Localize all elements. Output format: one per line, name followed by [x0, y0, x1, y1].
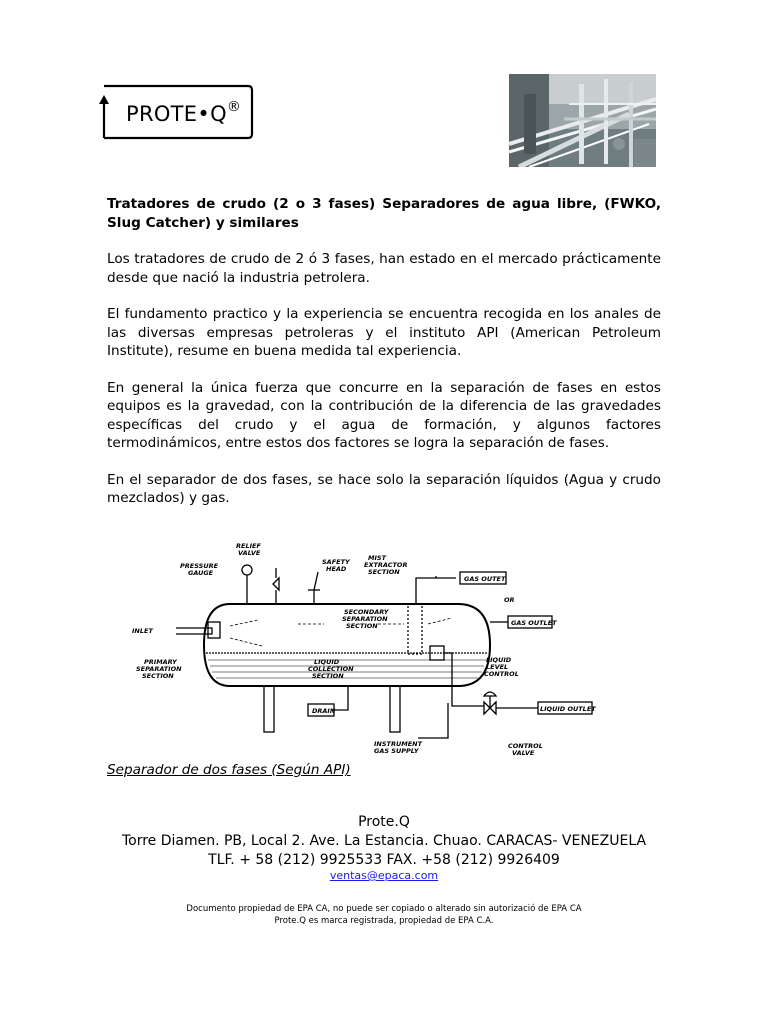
diagram-label: VALVE — [512, 749, 535, 757]
diagram-label: SECTION — [312, 672, 344, 680]
logo-text: PROTE•Q® — [126, 99, 242, 126]
diagram-label: EXTRACTOR — [364, 561, 408, 569]
diagram-label: LIQUID OUTLET — [540, 705, 596, 713]
paragraph: El fundamento practico y la experiencia se encuentra recogida en los anales de las diversas empresas petroleras y el instituto API (American Petroleum Institute), resume en buena medida tal experiencia. — [107, 306, 661, 359]
diagram-label: INLET — [132, 627, 153, 635]
diagram-label: SECTION — [346, 622, 378, 630]
separator-diagram — [118, 538, 718, 764]
diagram-label: GAUGE — [188, 569, 214, 577]
diagram-label: SAFETY — [322, 558, 350, 566]
diagram-label: GAS OUTET — [464, 575, 506, 583]
diagram-label: SECONDARY — [344, 608, 389, 616]
diagram-label: VALVE — [238, 549, 261, 557]
diagram-label: GAS OUTLET — [511, 619, 557, 627]
industrial-piping-photo — [509, 74, 656, 167]
diagram-label: COLLECTION — [308, 665, 354, 673]
footer-company: Prote.Q — [358, 814, 410, 830]
diagram-label: DRAIN — [312, 707, 336, 715]
footer-email-link[interactable]: ventas@epaca.com — [329, 869, 439, 882]
diagram-label: RELIEF — [236, 542, 261, 550]
diagram-label: LIQUID — [486, 656, 512, 664]
footer-legal: Documento propiedad de EPA CA, no puede ser copiado o alterado sin autorizació de EPA CA — [186, 904, 582, 914]
diagram-label: INSTRUMENT — [374, 740, 423, 748]
footer-phone: TLF. + 58 (212) 9925533 FAX. +58 (212) 9926409 — [208, 852, 560, 868]
figure-caption: Separador de dos fases (Según API) — [107, 762, 351, 778]
diagram-label: PRIMARY — [144, 658, 177, 666]
diagram-label: SEPARATION — [342, 615, 388, 623]
footer-legal: Prote.Q es marca registrada, propiedad de EPA C.A. — [274, 916, 494, 926]
arrow-up-icon — [99, 95, 109, 104]
diagram-label: HEAD — [326, 565, 347, 573]
diagram-label: SECTION — [142, 672, 174, 680]
diagram-label: MIST — [368, 554, 387, 562]
diagram-label: LIQUID — [314, 658, 340, 666]
diagram-label: SECTION — [368, 568, 400, 576]
diagram-label: OR — [504, 596, 515, 604]
footer-address: Torre Diamen. PB, Local 2. Ave. La Estancia. Chuao. CARACAS- VENEZUELA — [121, 833, 647, 849]
article-body — [107, 195, 661, 526]
diagram-label: SEPARATION — [136, 665, 182, 673]
diagram-label: LEVEL — [486, 663, 509, 671]
paragraph: En general la única fuerza que concurre en la separación de fases en estos equipos es la gravedad, con la contribución de la diferencia de las gravedades específicas del crudo y el agua de formación, y algunos factores termodinámicos, entre estos dos factores se logra la separación de fases. — [107, 379, 661, 451]
paragraph: Los tratadores de crudo de 2 ó 3 fases, han estado en el mercado prácticamente desde que nació la industria petrolera. — [107, 251, 661, 286]
diagram-label: PRESSURE — [180, 562, 219, 570]
paragraph: En el separador de dos fases, se hace solo la separación líquidos (Agua y crudo mezclados) y gas. — [107, 471, 661, 506]
diagram-label: GAS SUPPLY — [374, 747, 419, 755]
diagram-label: CONTROL — [508, 742, 543, 750]
article-title: Tratadores de crudo (2 o 3 fases) Separadores de agua libre, (FWKO, Slug Catcher) y similares — [107, 196, 661, 231]
diagram-label: CONTROL — [484, 670, 519, 678]
